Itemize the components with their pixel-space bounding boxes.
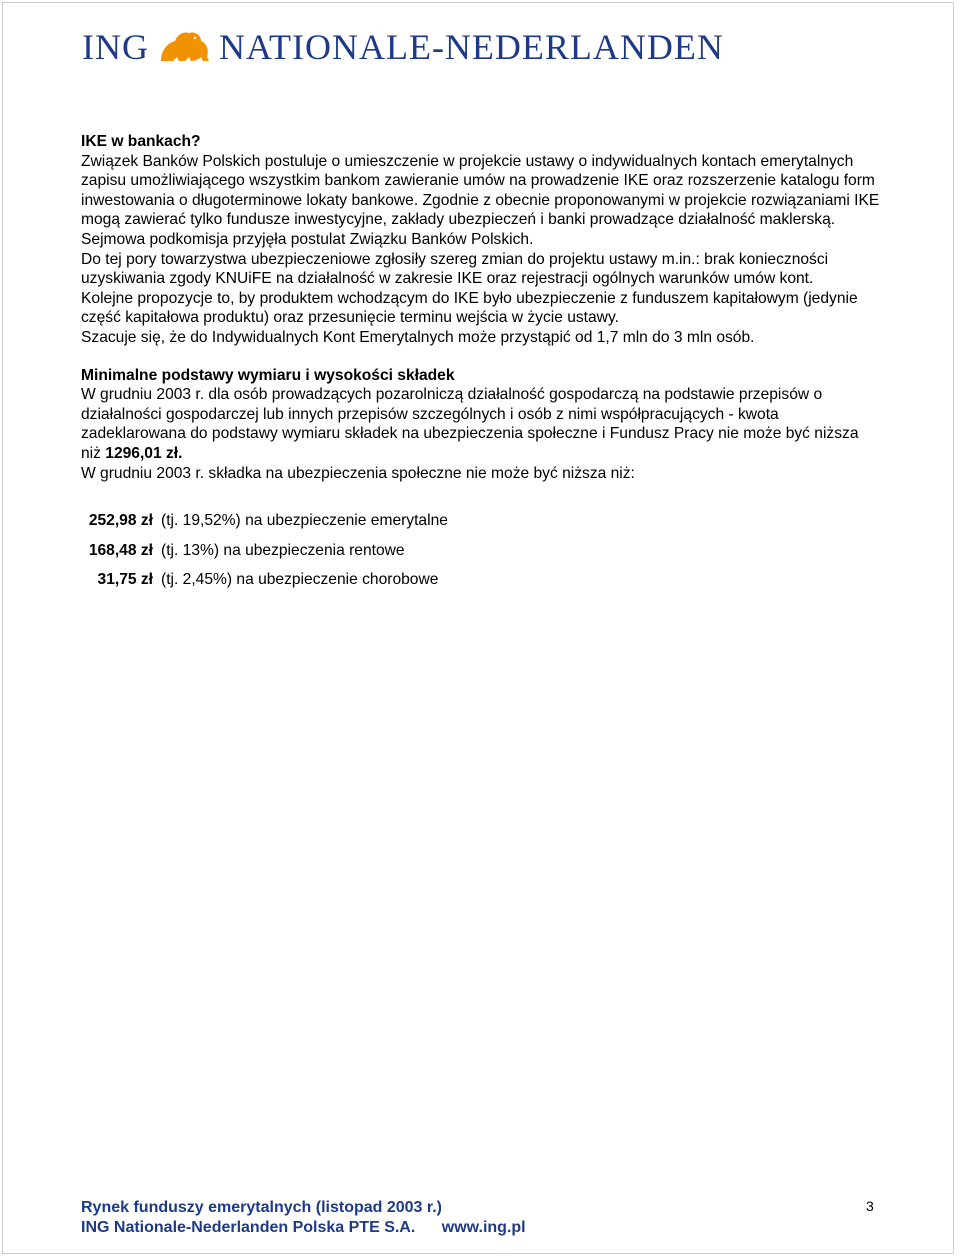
rate-amount: 168,48 zł <box>88 541 153 559</box>
paragraph-minimum-base <box>81 385 881 463</box>
page-number: 3 <box>866 1198 874 1214</box>
brand-right: NATIONALE-NEDERLANDEN <box>218 27 724 67</box>
paragraph-contribution-intro: W grudniu 2003 r. składka na ubezpieczenia społeczne nie może być niższa niż: <box>81 464 635 482</box>
rate-list <box>81 511 881 600</box>
rate-row <box>81 570 881 600</box>
document-body <box>81 132 881 600</box>
rate-description: (tj. 2,45%) na ubezpieczenie chorobowe <box>161 571 439 589</box>
rate-amount: 252,98 zł <box>88 512 153 530</box>
rate-row <box>81 541 881 571</box>
section-title-contributions: Minimalne podstawy wymiaru i wysokości składek <box>81 366 455 384</box>
footer-company: ING Nationale-Nederlanden Polska PTE S.A. <box>81 1219 416 1236</box>
minimum-base-text: W grudniu 2003 r. dla osób prowadzących pozarolniczą działalność gospodarczą na podstawie przepisów o działalności gospodarczej lub innych przepisów szczególnych i osób z nimi współpracujących - kwota zadeklarowana do podstawy wymiaru składek na ubezpieczenia społeczne i Fundusz Pracy nie może być niższa niż <box>81 386 859 462</box>
paragraph-estimate: Szacuje się, że do Indywidualnych Kont Emerytalnych może przystąpić od 1,7 mln do 3 mln osób. <box>81 328 755 346</box>
page-footer <box>81 1198 881 1238</box>
brand-header <box>82 24 822 70</box>
minimum-base-amount: 1296,01 zł. <box>105 444 183 462</box>
lion-icon <box>155 27 213 67</box>
rate-description: (tj. 13%) na ubezpieczenia rentowe <box>161 541 405 559</box>
footer-title: Rynek funduszy emerytalnych (listopad 2003 r.) <box>81 1199 443 1216</box>
paragraph-insurers: Do tej pory towarzystwa ubezpieczeniowe zgłosiły szereg zmian do projektu ustawy m.in.: brak konieczności uzyskiwania zgody KNUiFE na działalność w zakresie IKE oraz rejestracji ogólnych warunków umów kont. <box>81 250 829 288</box>
footer-website-link[interactable]: www.ing.pl <box>441 1219 526 1236</box>
paragraph-banks: Związek Banków Polskich postuluje o umieszczenie w projekcie ustawy o indywidualnych kontach emerytalnych zapisu umożliwiającego wszystkim bankom zawieranie umów na prowadzenie IKE oraz rozszerzenie katalogu form inwestowania o długoterminowe lokaty bankowe. Zgodnie z obecnie proponowanymi w projekcie rozwiązaniami IKE mogą zawierać tylko fundusze inwestycyjne, zakłady ubezpieczeń i banki prowadzące działalność maklerską. Sejmowa podkomisja przyjęła postulat Związku Banków Polskich. <box>81 152 880 248</box>
footer-company-line <box>81 1218 881 1238</box>
rate-row <box>81 511 881 541</box>
paragraph-proposals: Kolejne propozycje to, by produktem wchodzącym do IKE było ubezpieczenie z funduszem kapitałowym (jedynie część kapitałowa produktu) oraz przesunięcie terminu wejścia w życie ustawy. <box>81 289 858 327</box>
section-title-ike: IKE w bankach? <box>81 133 201 150</box>
rate-amount: 31,75 zł <box>97 571 153 589</box>
rate-description: (tj. 19,52%) na ubezpieczenie emerytalne <box>161 512 448 530</box>
brand-left: ING <box>82 27 149 67</box>
